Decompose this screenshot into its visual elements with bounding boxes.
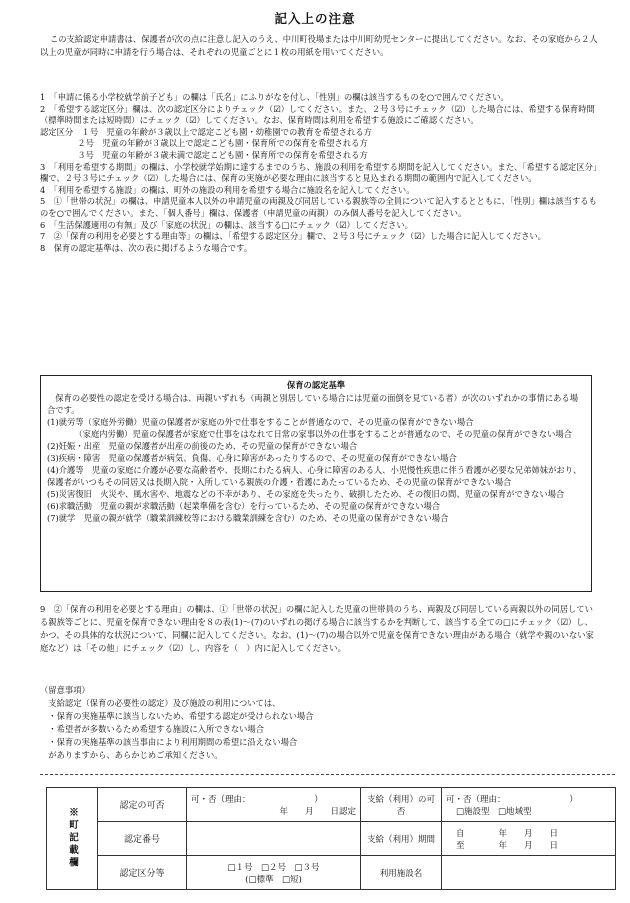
criteria-line: (1)就労等（家庭外労働）児童の保護者が家庭の外で仕事をすることが普通なので、その児童の保育ができない場合 xyxy=(47,417,474,427)
instruction-item-2: 2 「希望する認定区分」欄は、次の認定区分によりチェック（☑）してください。また、２号３号にチェック（☑）した場合には、希望する保育時間（標準時間または短時間）にチェック（☑）してください。なお、保育時間は利用を希望する施設にご確認ください。 xyxy=(40,103,595,126)
criteria-lead: 保育の必要性の認定を受ける場合は、両親いずれも（両親と別居している場合には児童の面倒を見ている者）が次のいずれかの事情にある場合です。 xyxy=(47,393,579,415)
office-use-table xyxy=(46,787,616,890)
criteria-line: (7)就学 児童の親が就学（職業訓練校等における職業訓練を含む）のため、その児童の保育ができない場合 xyxy=(47,513,449,523)
criteria-line: （家庭内労働）児童の保護者が家庭で仕事をはなれて日常の家事以外の仕事をすることが普通なので、その児童の保育ができない場合 xyxy=(74,429,573,439)
kubun-row-3: ３号 児童の年齢が３歳未満で認定こども園・保育所での保育を希望される方 xyxy=(77,149,368,160)
instruction-item-7: 7 ②「保育の利用を必要とする理由等」の欄は、「希望する認定区分」欄で、２号３号にチェック（☑）した場合に記入してください。 xyxy=(40,231,546,242)
criteria-line: (3)疾病・障害 児童の保護者が病気、負傷、心身に障害があったりするので、その児童の保育ができない場合 xyxy=(47,453,457,463)
supply-period-label: 支給（利用）期間 xyxy=(361,822,442,856)
criteria-line: (5)災害復旧 火災や、風水害や、地震などの不幸があり、その家庭を失ったり、破損したため、その復旧の間、児童の保育ができない場合 xyxy=(47,489,565,499)
office-side-label: ※町記載欄 xyxy=(47,788,98,890)
instruction-item-5: 5 ①「世帯の状況」の欄は、申請児童本人以外の申請児童の両親及び同居している親族等の全員について記入するとともに、「性別」欄は該当するものを○で囲んでください。また、「個人番号」欄は、保護者（申請児童の両親）のみ個人番号を記入してください。 xyxy=(40,196,597,218)
page-title: 記入上の注意 xyxy=(274,11,356,26)
approval-field[interactable]: 可・否（理由： ） 年 月 日認定 xyxy=(187,788,361,822)
notes-bullet: ・希望者が多数いるため希望する施設に入所できない場合 xyxy=(48,724,265,734)
instruction-item-4: 4 「利用を希望する施設」の欄は、町外の施設の利用を希望する場合に施設名を記入してください。 xyxy=(40,184,415,195)
criteria-line: (6)求職活動 児童の親が求職活動（起業準備を含む）を行っているため、その児童の保育ができない場合 xyxy=(47,501,441,511)
supply-approval-label: 支給（利用）の可否 xyxy=(361,788,442,822)
supply-approval-field[interactable]: 可・否（理由： ） □施設型 □地域型 xyxy=(442,788,616,822)
notes-bullet: ・保育の実施基準に該当しないため、希望する認定が受けられない場合 xyxy=(48,711,314,721)
criteria-box xyxy=(40,375,592,592)
criteria-line: (2)妊娠・出産 児童の保護者が出産の前後のため、その児童の保育ができない場合 xyxy=(47,441,358,451)
instruction-item-6: 6 「生活保護適用の有無」及び「家庭の状況」の欄は、該当する□にチェック（☑）してください。 xyxy=(40,219,413,230)
approval-label: 認定の可否 xyxy=(98,788,187,822)
facility-name-label: 利用施設名 xyxy=(361,856,442,890)
cert-number-field[interactable] xyxy=(187,822,361,856)
cert-category-field[interactable]: □１号 □２号 □３号 (□標準 □短) xyxy=(187,856,361,890)
cert-number-label: 認定番号 xyxy=(98,822,187,856)
instruction-item-8: 8 保育の認定基準は、次の表に掲げるような場合です。 xyxy=(40,242,253,253)
criteria-line: (4)介護等 児童の家庭に介護が必要な高齢者や、長期にわたる病人、心身に障害のある人、小児慢性疾患に伴う看護が必要な兄弟姉妹がおり、保護者がいつもその同居又は長期入院・入所している親族の介護・看護にあたっているため、その児童の保育ができない場合 xyxy=(47,465,582,487)
notes-bullet: ・保育の実施基準の該当事由により利用期間の希望に沿えない場合 xyxy=(48,737,298,747)
instruction-item-9: 9 ②「保育の利用を必要とする理由」の欄は、①「世帯の状況」の欄に記入した児童の世帯員のうち、両親及び同居している両親以外の同居している親族等ごとに、児童を保育できない理由を８の表(1)～(7)のいずれの掲げる場合に該当するかを判断して、該当する全ての□にチェック（☑）し、かつ、その具体的な状況について、同欄に記入してください。なお、(1)～(7)の場合以外で児童を保育できない理由がある場合（就学や親のいない家庭など）は「その他」にチェック（☑）し、内容を（ ）内に記入してください。 xyxy=(40,604,594,653)
instruction-list xyxy=(40,92,600,254)
supply-period-field[interactable]: 自 年 月 日 至 年 月 日 xyxy=(442,822,616,856)
criteria-title: 保育の認定基準 xyxy=(286,380,346,390)
notes-lead: 支給認定（保育の必要性の認定）及び施設の利用については、 xyxy=(48,698,281,708)
kubun-table xyxy=(40,127,600,162)
notes-tail: がありますから、あらかじめご承知ください。 xyxy=(48,750,223,760)
kubun-row-2: ２号 児童の年齢が３歳以上で認定こども園・保育所での保育を希望される方 xyxy=(77,138,368,149)
notes-heading: （留意事項） xyxy=(40,685,90,695)
instruction-item-1: 1 「申請に係る小学校就学前子ども」の欄は「氏名」にふりがなを付し、「性別」の欄は該当するものを○で囲んでください。 xyxy=(40,92,509,102)
cert-category-label: 認定区分等 xyxy=(98,856,187,890)
intro-paragraph: この支給認定申請書は、保護者が次の点に注意し記入のうえ、中川町役場または中川町幼児センターに提出してください。なお、その家庭から２人以上の児童が同時に申請を行う場合は、それぞれの児童ごとに１枚の用紙を用いてください。 xyxy=(40,34,598,57)
instruction-item-3: 3 「利用を希望する期間」の欄は、小学校就学始期に達するまでのうち、施設の利用を希望する期間を記入してください。また、「希望する認定区分」欄で、２号３号にチェック（☑）した場合には、保育の実施が必要な理由に該当すると見込まれる期間の範囲内で記入してください。 xyxy=(40,161,598,184)
kubun-row-1: 認定区分 １号 児童の年齢が３歳以上で認定こども園・幼稚園での教育を希望される方 xyxy=(40,126,372,137)
notes-section xyxy=(40,684,600,762)
facility-name-field[interactable] xyxy=(442,856,616,890)
cut-line xyxy=(40,774,615,775)
